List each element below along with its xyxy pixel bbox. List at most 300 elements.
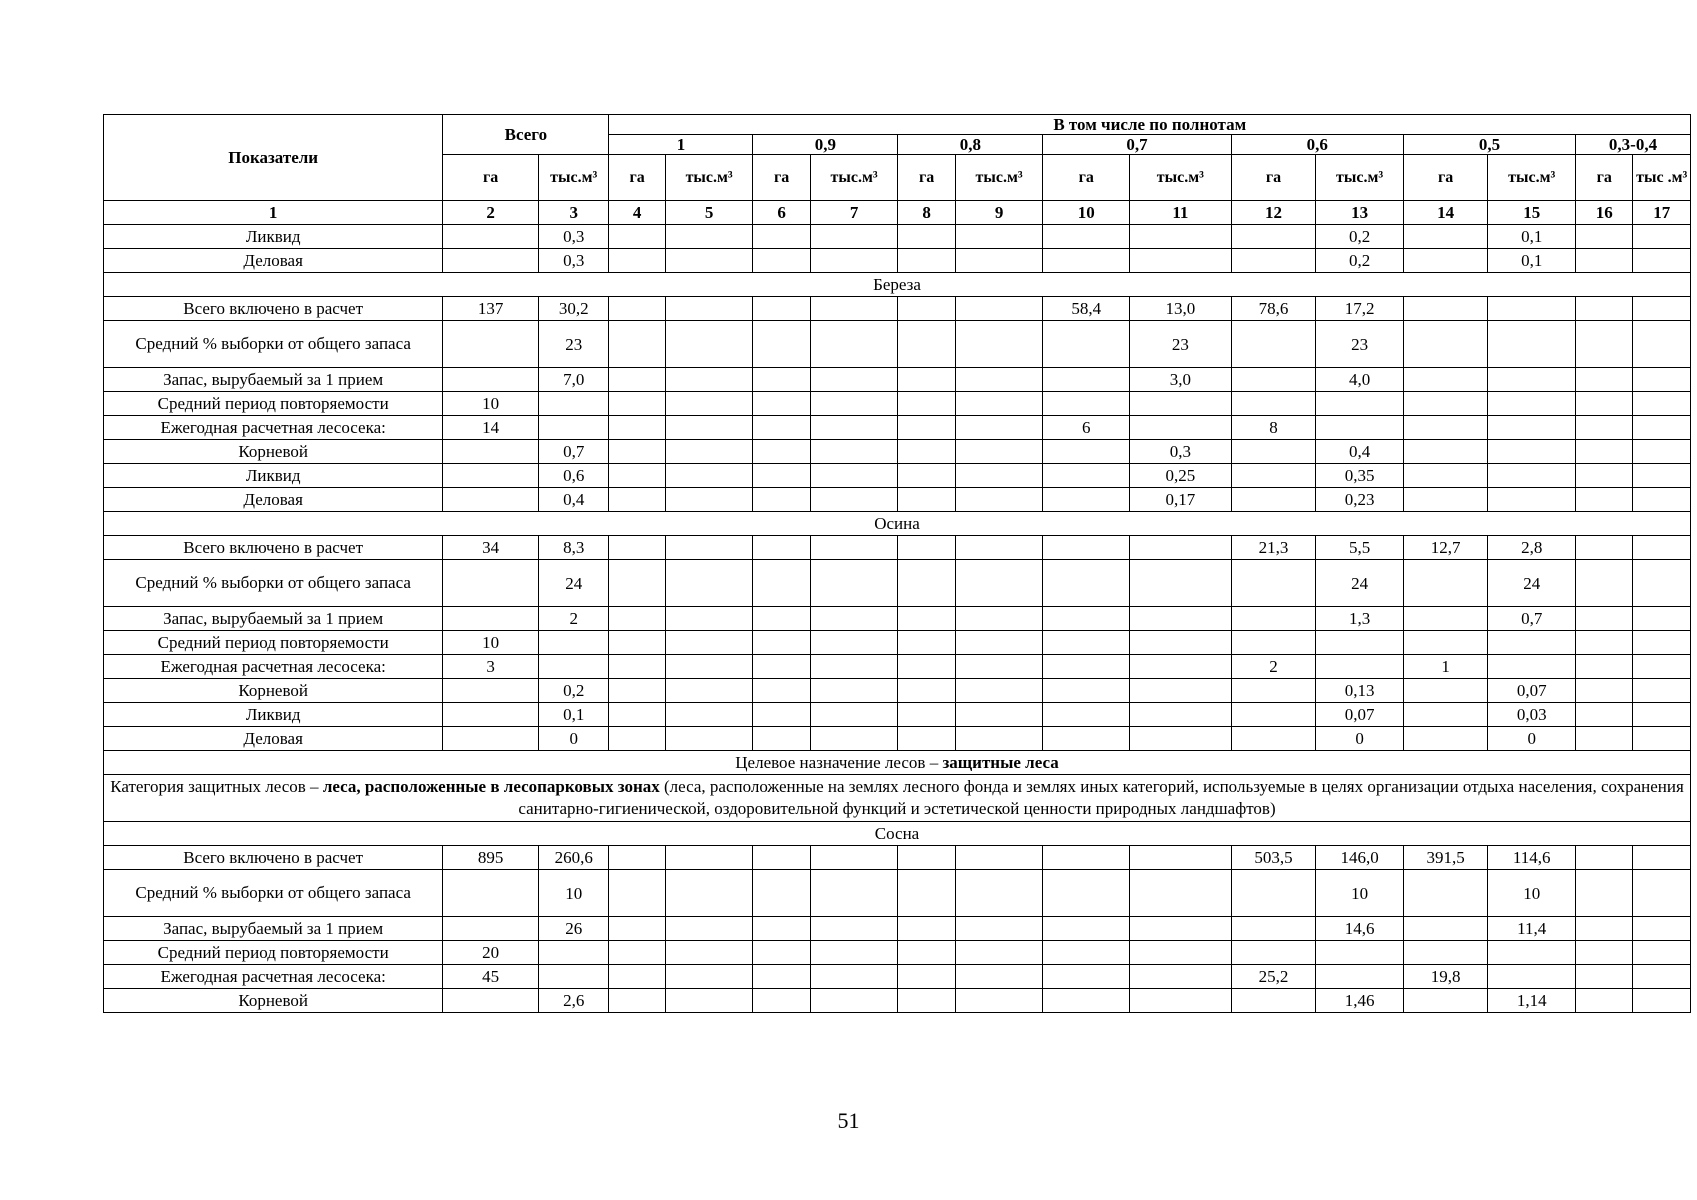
table-cell (665, 225, 753, 249)
column-number: 10 (1043, 201, 1130, 225)
row-label: Всего включено в расчет (104, 846, 443, 870)
table-cell (1633, 416, 1691, 440)
table-cell: 2 (538, 607, 608, 631)
table-cell (1043, 965, 1130, 989)
table-cell: 0,4 (1316, 440, 1404, 464)
table-cell (810, 464, 898, 488)
table-cell (538, 965, 608, 989)
table-cell (1130, 560, 1232, 607)
table-cell (1231, 560, 1316, 607)
table-cell (443, 368, 539, 392)
table-cell: 0,6 (538, 464, 608, 488)
table-cell (1633, 941, 1691, 965)
table-cell (1488, 631, 1576, 655)
table-cell (1403, 321, 1488, 368)
table-cell (538, 631, 608, 655)
table-cell (609, 392, 665, 416)
table-cell (1130, 607, 1232, 631)
forest-category-text (104, 775, 1691, 822)
table-cell: 3,0 (1130, 368, 1232, 392)
table-cell (609, 607, 665, 631)
table-cell (1231, 870, 1316, 917)
table-cell (1231, 917, 1316, 941)
table-cell: 0,07 (1316, 703, 1404, 727)
table-cell (955, 846, 1043, 870)
table-cell (1403, 440, 1488, 464)
table-cell (1633, 297, 1691, 321)
table-cell: 23 (1316, 321, 1404, 368)
text-bold: леса, расположенные в лесопарковых зонах (322, 777, 660, 796)
table-cell (955, 941, 1043, 965)
table-cell (753, 727, 810, 751)
table-cell (1231, 607, 1316, 631)
table-cell (609, 941, 665, 965)
table-cell (1488, 965, 1576, 989)
table-cell (955, 560, 1043, 607)
table-cell (898, 464, 955, 488)
table-cell: 0,1 (1488, 249, 1576, 273)
table-cell (810, 416, 898, 440)
table-cell (609, 297, 665, 321)
text-bold: защитные леса (942, 753, 1059, 772)
table-cell: 58,4 (1043, 297, 1130, 321)
table-cell (810, 560, 898, 607)
table-cell (1403, 392, 1488, 416)
table-cell (1488, 416, 1576, 440)
table-cell (1633, 989, 1691, 1013)
column-number: 15 (1488, 201, 1576, 225)
table-cell (1576, 392, 1633, 416)
section-title: Осина (104, 512, 1691, 536)
header-density: 0,8 (898, 135, 1043, 155)
header-unit-m3: тыс.м³ (1488, 155, 1576, 201)
table-cell (609, 655, 665, 679)
table-cell (1316, 416, 1404, 440)
table-cell (955, 392, 1043, 416)
column-number: 12 (1231, 201, 1316, 225)
table-cell (609, 249, 665, 273)
table-cell (443, 870, 539, 917)
header-density: 0,9 (753, 135, 898, 155)
table-cell (1043, 249, 1130, 273)
table-cell (609, 703, 665, 727)
table-cell (665, 464, 753, 488)
table-row (104, 655, 1691, 679)
table-cell (898, 607, 955, 631)
table-cell: 0 (1488, 727, 1576, 751)
table-row (104, 416, 1691, 440)
table-cell (665, 416, 753, 440)
table-cell (898, 846, 955, 870)
table-cell (810, 870, 898, 917)
table-cell: 19,8 (1403, 965, 1488, 989)
table-cell (1403, 703, 1488, 727)
table-cell: 114,6 (1488, 846, 1576, 870)
row-label: Запас, вырубаемый за 1 прием (104, 368, 443, 392)
table-cell (665, 368, 753, 392)
table-cell: 0,2 (538, 679, 608, 703)
column-number: 2 (443, 201, 539, 225)
column-number: 4 (609, 201, 665, 225)
table-cell (898, 368, 955, 392)
table-cell (609, 321, 665, 368)
table-cell (1576, 631, 1633, 655)
header-unit-ha: га (1403, 155, 1488, 201)
table-cell (898, 249, 955, 273)
table-cell (1043, 917, 1130, 941)
table-cell (1488, 464, 1576, 488)
table-cell (1633, 703, 1691, 727)
table-cell (898, 297, 955, 321)
table-cell (665, 488, 753, 512)
table-cell (1576, 560, 1633, 607)
column-number: 5 (665, 201, 753, 225)
table-cell (443, 488, 539, 512)
table-cell (1633, 392, 1691, 416)
table-cell (1130, 416, 1232, 440)
header-unit-ha: га (753, 155, 810, 201)
table-cell (1633, 560, 1691, 607)
table-cell: 391,5 (1403, 846, 1488, 870)
table-cell (1576, 941, 1633, 965)
row-label: Запас, вырубаемый за 1 прием (104, 917, 443, 941)
table-cell (1130, 536, 1232, 560)
row-label: Ликвид (104, 464, 443, 488)
header-density: 1 (609, 135, 753, 155)
table-cell (609, 536, 665, 560)
table-cell: 45 (443, 965, 539, 989)
table-cell (1403, 941, 1488, 965)
table-row (104, 941, 1691, 965)
table-cell (1403, 607, 1488, 631)
table-row (104, 440, 1691, 464)
header-density: 0,3-0,4 (1576, 135, 1691, 155)
table-cell (1130, 846, 1232, 870)
table-cell (810, 488, 898, 512)
table-cell (753, 225, 810, 249)
section-title: Сосна (104, 822, 1691, 846)
table-cell: 14,6 (1316, 917, 1404, 941)
table-body (104, 225, 1691, 1013)
table-cell: 0,1 (1488, 225, 1576, 249)
table-cell (1488, 941, 1576, 965)
table-cell (609, 846, 665, 870)
table-cell (753, 870, 810, 917)
table-cell (955, 679, 1043, 703)
table-cell: 10 (1488, 870, 1576, 917)
table-cell (955, 655, 1043, 679)
table-cell (955, 631, 1043, 655)
table-cell (665, 679, 753, 703)
section-row (104, 512, 1691, 536)
table-cell (1633, 488, 1691, 512)
table-cell (1576, 965, 1633, 989)
table-cell (898, 679, 955, 703)
text-prefix: Целевое назначение лесов – (735, 753, 943, 772)
table-cell (1231, 703, 1316, 727)
table-cell (1130, 917, 1232, 941)
table-cell (1130, 679, 1232, 703)
table-cell (898, 989, 955, 1013)
text-prefix: Категория защитных лесов – (110, 777, 323, 796)
table-cell: 20 (443, 941, 539, 965)
category-row (104, 775, 1691, 822)
table-cell (1576, 488, 1633, 512)
table-cell (609, 225, 665, 249)
table-cell (609, 727, 665, 751)
table-cell: 137 (443, 297, 539, 321)
table-cell (1576, 368, 1633, 392)
table-cell (1231, 249, 1316, 273)
table-cell (1488, 321, 1576, 368)
table-cell (1231, 368, 1316, 392)
table-cell (1403, 989, 1488, 1013)
column-number: 3 (538, 201, 608, 225)
table-row (104, 249, 1691, 273)
table-cell (810, 392, 898, 416)
table-cell (1043, 392, 1130, 416)
table-cell (665, 560, 753, 607)
table-cell (1633, 965, 1691, 989)
table-row (104, 703, 1691, 727)
table-cell (810, 607, 898, 631)
column-number: 6 (753, 201, 810, 225)
row-label: Ежегодная расчетная лесосека: (104, 655, 443, 679)
column-number: 13 (1316, 201, 1404, 225)
table-cell: 14 (443, 416, 539, 440)
table-cell (753, 989, 810, 1013)
table-cell (1231, 727, 1316, 751)
table-cell (1130, 655, 1232, 679)
table-row (104, 536, 1691, 560)
table-cell: 0 (1316, 727, 1404, 751)
table-cell: 10 (1316, 870, 1404, 917)
table-cell (1576, 727, 1633, 751)
table-cell (753, 965, 810, 989)
table-cell (753, 941, 810, 965)
table-cell (753, 440, 810, 464)
table-cell (1403, 249, 1488, 273)
header-indicators: Показатели (104, 115, 443, 201)
row-label: Средний % выборки от общего запаса (104, 560, 443, 607)
table-cell (665, 655, 753, 679)
table-cell (810, 297, 898, 321)
table-cell: 0,13 (1316, 679, 1404, 703)
table-cell (609, 965, 665, 989)
table-cell (538, 655, 608, 679)
table-cell (898, 416, 955, 440)
table-cell: 7,0 (538, 368, 608, 392)
table-cell (955, 464, 1043, 488)
table-cell: 23 (1130, 321, 1232, 368)
table-cell (810, 368, 898, 392)
table-cell (1043, 440, 1130, 464)
table-cell (1633, 464, 1691, 488)
table-cell (955, 989, 1043, 1013)
table-cell (1576, 249, 1633, 273)
table-cell: 2,6 (538, 989, 608, 1013)
table-cell (1130, 965, 1232, 989)
table-cell: 2,8 (1488, 536, 1576, 560)
column-numbers-row (104, 201, 1691, 225)
table-cell (753, 464, 810, 488)
table-cell (898, 941, 955, 965)
table-cell (1576, 225, 1633, 249)
table-cell (665, 917, 753, 941)
table-cell: 8,3 (538, 536, 608, 560)
table-cell (753, 703, 810, 727)
table-cell (1043, 488, 1130, 512)
table-cell (665, 703, 753, 727)
table-cell (1488, 440, 1576, 464)
text-suffix: (леса, расположенные на землях лесного фонда и землях иных категорий, используемые в целях организации отдыха населения, сохранения санитарно-гигиенической, оздоровительной функций и эстетической ценности природных ландшафтов) (518, 777, 1684, 818)
table-cell (955, 870, 1043, 917)
table-cell (443, 321, 539, 368)
table-cell (1231, 321, 1316, 368)
header-total: Всего (443, 115, 609, 155)
table-row (104, 392, 1691, 416)
header-unit-m3: тыс.м³ (538, 155, 608, 201)
table-cell: 0,17 (1130, 488, 1232, 512)
table-cell (1043, 989, 1130, 1013)
table-cell: 0,4 (538, 488, 608, 512)
table-cell: 10 (443, 631, 539, 655)
header-unit-m3: тыс.м³ (1316, 155, 1404, 201)
table-cell (753, 607, 810, 631)
table-cell (1043, 631, 1130, 655)
table-cell (1576, 703, 1633, 727)
table-cell (1576, 607, 1633, 631)
table-cell (1576, 655, 1633, 679)
header-density: 0,7 (1043, 135, 1231, 155)
table-cell (753, 321, 810, 368)
row-label: Средний период повторяемости (104, 392, 443, 416)
table-cell (1576, 917, 1633, 941)
row-label: Средний период повторяемости (104, 631, 443, 655)
table-cell (1488, 655, 1576, 679)
table-cell (538, 416, 608, 440)
table-cell (609, 464, 665, 488)
table-cell (1633, 727, 1691, 751)
table-cell (1043, 870, 1130, 917)
table-cell (1633, 870, 1691, 917)
table-cell (898, 870, 955, 917)
table-row (104, 225, 1691, 249)
table-cell (1403, 727, 1488, 751)
table-cell: 0,25 (1130, 464, 1232, 488)
table-cell (1488, 392, 1576, 416)
header-unit-m3: тыс.м³ (810, 155, 898, 201)
row-label: Корневой (104, 989, 443, 1013)
table-cell (443, 225, 539, 249)
table-cell (1633, 249, 1691, 273)
table-cell (443, 464, 539, 488)
table-cell (1633, 655, 1691, 679)
table-cell: 0,35 (1316, 464, 1404, 488)
table-cell (810, 440, 898, 464)
header-unit-ha: га (898, 155, 955, 201)
table-cell: 1,46 (1316, 989, 1404, 1013)
table-cell (1576, 989, 1633, 1013)
table-cell: 8 (1231, 416, 1316, 440)
table-cell (810, 941, 898, 965)
table-cell (1043, 941, 1130, 965)
table-cell: 1,3 (1316, 607, 1404, 631)
table-cell (810, 727, 898, 751)
row-label: Ликвид (104, 225, 443, 249)
table-cell (1403, 631, 1488, 655)
header-unit-ha: га (1231, 155, 1316, 201)
table-cell: 25,2 (1231, 965, 1316, 989)
table-cell (1403, 297, 1488, 321)
table-cell (1403, 225, 1488, 249)
table-cell (1576, 321, 1633, 368)
table-cell (1043, 321, 1130, 368)
table-cell (898, 655, 955, 679)
forest-purpose-text (104, 751, 1691, 775)
table-cell (1231, 225, 1316, 249)
column-number: 16 (1576, 201, 1633, 225)
table-row (104, 846, 1691, 870)
table-cell (810, 321, 898, 368)
table-cell (753, 679, 810, 703)
table-cell (810, 703, 898, 727)
table-cell (1130, 392, 1232, 416)
header-by-density: В том числе по полнотам (609, 115, 1691, 135)
table-cell (443, 703, 539, 727)
table-cell (1633, 679, 1691, 703)
table-cell: 24 (538, 560, 608, 607)
table-cell: 0,07 (1488, 679, 1576, 703)
table-cell (443, 607, 539, 631)
column-number: 1 (104, 201, 443, 225)
row-label: Ежегодная расчетная лесосека: (104, 416, 443, 440)
table-row (104, 560, 1691, 607)
table-cell: 260,6 (538, 846, 608, 870)
table-cell (1576, 870, 1633, 917)
table-row (104, 679, 1691, 703)
table-cell (1488, 368, 1576, 392)
table-cell (898, 703, 955, 727)
table-cell (1043, 536, 1130, 560)
table-cell (955, 703, 1043, 727)
section-row (104, 822, 1691, 846)
table-cell: 34 (443, 536, 539, 560)
table-cell: 3 (443, 655, 539, 679)
table-cell (810, 631, 898, 655)
table-cell (609, 679, 665, 703)
column-number: 11 (1130, 201, 1232, 225)
table-cell (810, 989, 898, 1013)
header-density: 0,5 (1403, 135, 1575, 155)
table-cell (1633, 631, 1691, 655)
table-row (104, 607, 1691, 631)
table-cell: 0,7 (1488, 607, 1576, 631)
table-cell (1403, 416, 1488, 440)
table-cell: 12,7 (1403, 536, 1488, 560)
table-cell (955, 297, 1043, 321)
table-cell (1576, 679, 1633, 703)
table-cell (898, 225, 955, 249)
table-cell (1633, 368, 1691, 392)
table-cell: 2 (1231, 655, 1316, 679)
header-unit-m3: тыс.м³ (1130, 155, 1232, 201)
table-cell (609, 416, 665, 440)
table-cell: 13,0 (1130, 297, 1232, 321)
table-cell (898, 631, 955, 655)
table-cell (1316, 631, 1404, 655)
row-label: Запас, вырубаемый за 1 прием (104, 607, 443, 631)
